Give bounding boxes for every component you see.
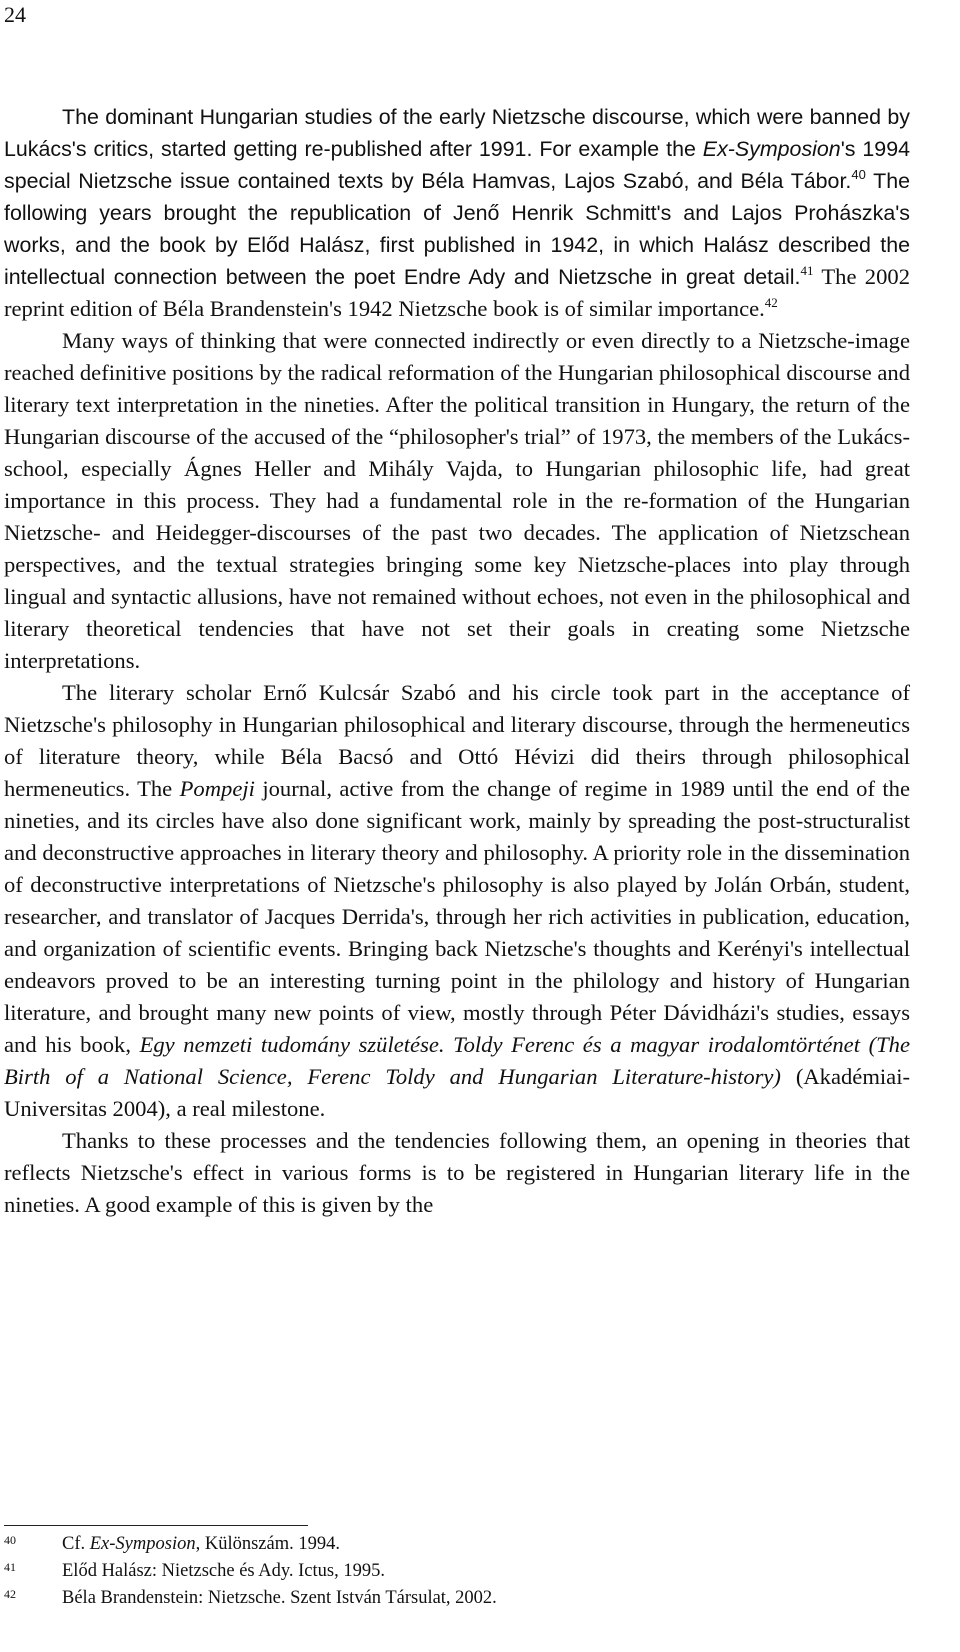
paragraph-3 [4, 677, 910, 1125]
paragraph-1 [4, 101, 910, 325]
footnote-number: 41 [4, 1560, 16, 1574]
p1-italic-ex-symposion: Ex-Symposion [702, 137, 841, 161]
footnote-text [62, 1531, 340, 1557]
paragraph-1-sans-text [4, 105, 910, 289]
paragraph-2: Many ways of thinking that were connected indirectly or even directly to a Nietzsche-image reached definitive positions by the radical reformation of the Hungarian philosophical discourse and literary text interpretation in the nineties. After the political transition in Hungary, the return of the Hungarian discourse of the accused of the “philosopher's trial” of 1973, the members of the Lukács-school, especially Ágnes Heller and Mihály Vajda, to Hungarian philosophic life, had great importance in this process. They had a fundamental role in the re-formation of the Hungarian Nietzsche- and Heidegger-discourses of the past two decades. The application of Nietzschean perspectives, and the textual strategies bringing some key Nietzsche-places into play through lingual and syntactic allusions, have not remained without echoes, not even in the philosophical and literary theoretical tendencies that have not set their goals in creating some Nietzsche interpretations. [4, 328, 910, 673]
p3-text-3: (Akadémiai-Universitas 2004), a real milestone. [4, 1064, 910, 1121]
p3-text-1: The literary scholar Ernő Kulcsár Szabó and his circle took part in the acceptance of Nietzsche's philosophy in Hungarian philosophical and literary discourse, through the hermeneutics of literature theory, while Béla Bacsó and Ottó Hévizi did theirs through philosophical hermeneutics. The [4, 680, 910, 801]
p3-italic-book-title: Egy nemzeti tudomány születése. Toldy Ferenc és a magyar irodalomtörténet (The Birth of a National Science, Ferenc Toldy and Hungarian Literature-history) [4, 1032, 910, 1089]
p1-text-2: 's 1994 special Nietzsche issue contained texts by Béla Hamvas, Lajos Szabó, and Béla Tábor. [4, 137, 910, 193]
p1-text-4: The 2002 reprint edition of Béla Brandenstein's 1942 Nietzsche book is of similar importance. [4, 264, 910, 321]
p3-italic-pompeji: Pompeji [179, 776, 255, 801]
footnote-italic: Ex-Symposion [89, 1534, 196, 1554]
footnote-41 [4, 1558, 904, 1585]
paragraph-4: Thanks to these processes and the tendencies following them, an opening in theories that reflects Nietzsche's effect in various forms is to be registered in Hungarian literary life in the nineties. A good example of this is given by the [4, 1128, 910, 1217]
footnotes [4, 1531, 904, 1612]
footnote-text: Béla Brandenstein: Nietzsche. Szent István Társulat, 2002. [62, 1588, 497, 1608]
footnote-ref-41[interactable]: 41 [800, 263, 814, 278]
footnote-separator [4, 1525, 308, 1526]
footnote-number: 42 [4, 1587, 16, 1601]
page-number: 24 [4, 2, 26, 27]
footnote-40 [4, 1531, 904, 1558]
footnote-text: Előd Halász: Nietzsche és Ady. Ictus, 1995. [62, 1561, 385, 1581]
footnote-text-post: , Különszám. 1994. [195, 1534, 340, 1554]
footnote-ref-42[interactable]: 42 [764, 295, 778, 310]
p1-text-3: The following years brought the republication of Jenő Henrik Schmitt's and Lajos Prohászka's works, and the book by Előd Halász, first published in 1942, in which Halász described the intellectual connection between the poet Endre Ady and Nietzsche in great detail. [4, 169, 911, 289]
p1-text-1: The dominant Hungarian studies of the early Nietzsche discourse, which were banned by Lukács's critics, started getting re-published after 1991. For example the [4, 105, 910, 161]
p3-text-2: journal, active from the change of regime in 1989 until the end of the nineties, and its circles have also done significant work, mainly by spreading the post-structuralist and deconstructive approaches in literary theory and philosophy. A priority role in the dissemination of deconstructive interpretations of Nietzsche's philosophy is also played by Jolán Orbán, student, researcher, and translator of Jacques Derrida's, through her rich activities in publication, education, and organization of scientific events. Bringing back Nietzsche's thoughts and Kerényi's intellectual endeavors proved to be an interesting turning point in the philology and history of Hungarian literature, and brought many new points of view, mostly through Péter Dávidházi's studies, essays and his book, [4, 776, 910, 1057]
footnote-number: 40 [4, 1533, 16, 1547]
body-text [4, 101, 910, 1221]
footnote-ref-40[interactable]: 40 [851, 167, 866, 182]
footnote-42 [4, 1585, 904, 1612]
footnote-text-pre: Cf. [62, 1534, 90, 1554]
